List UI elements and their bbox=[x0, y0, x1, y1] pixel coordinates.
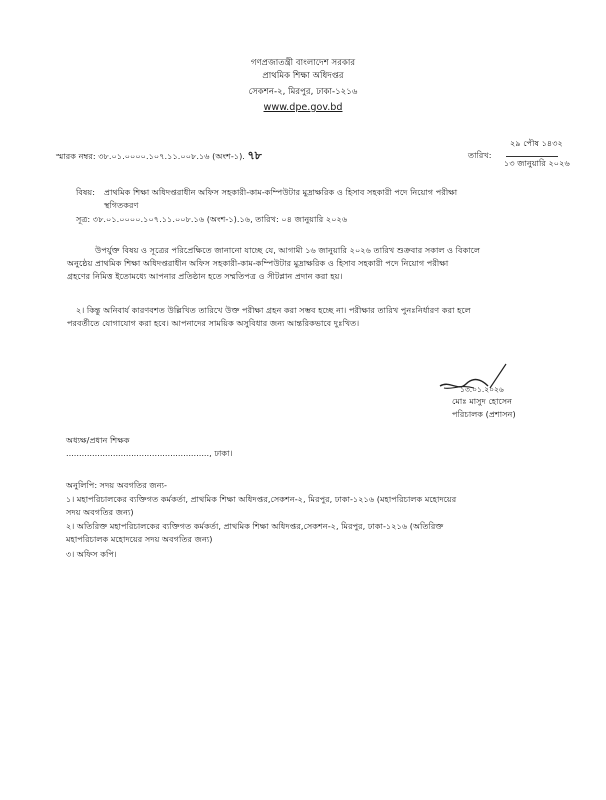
subject-label: বিষয়: bbox=[76, 187, 95, 197]
recipient-address: ......................................................., ঢাকা। bbox=[66, 448, 233, 458]
header-government: গণপ্রজাতন্ত্রী বাংলাদেশ সরকার bbox=[250, 58, 356, 68]
copies-item1-line2: সদয় অবগতির জন্য) bbox=[66, 507, 134, 517]
body-para2-line1: ২। কিন্তু অনিবার্য কারণবশত উল্লিখিত তারিখে উক্ত পরীক্ষা গ্রহন করা সম্ভব হচ্ছে না। পরীক্ষার তারিখ পুনঃনির্ধারণ করা হলে bbox=[76, 305, 471, 315]
copies-item2-line2: মহাপরিচালক মহোদয়ের সদয় অবগতির জন্য) bbox=[66, 534, 213, 544]
memo-label: স্মারক নম্বর: bbox=[56, 151, 96, 161]
body-para1-line3: গ্রহণের নিমিত্ত ইতোমধ্যে আপনার প্রতিষ্ঠান হতে সম্মতিপত্র ও সীটপ্লান প্রদান করা হয়। bbox=[67, 271, 343, 281]
header-address: সেকশন-২, মিরপুর, ঢাকা-১২১৬ bbox=[248, 87, 358, 97]
date-divider bbox=[506, 156, 558, 157]
signatory-name: মোঃ মাসুদ হোসেন bbox=[452, 396, 513, 406]
subject-line-2: স্থগিতকরণ bbox=[104, 200, 139, 210]
subject-reference: সূত্র: ৩৮.০১.০০০০.১০৭.১১.০০৮.১৬ (অংশ-১).১৬, তারিখ: ০৪ জানুয়ারি ২০২৬ bbox=[76, 214, 348, 224]
memo-number: ৩৮.০১.০০০০.১০৭.১১.০০৮.১৬ (অংশ-১). bbox=[98, 151, 245, 161]
copies-item2-line1: ২। অতিরিক্ত মহাপরিচালকের ব্যক্তিগত কর্মকর্তা, প্রাথমিক শিক্ষা অধিদপ্তর,সেকশন-২, মিরপুর, ঢাকা-১২১৬ (অতিরিক্ত bbox=[66, 521, 444, 531]
memo-line bbox=[56, 150, 262, 162]
copies-item3: ৩। অফিস কপি। bbox=[66, 549, 117, 559]
signature-handwritten-date: ১৩.০১.২০২৬ bbox=[460, 385, 504, 394]
header-website-link[interactable]: www.dpe.gov.bd bbox=[263, 102, 343, 113]
date-bangla: ২৯ পৌষ ১৪৩২ bbox=[510, 138, 563, 148]
copies-heading: অনুলিপি: সদয় অবগতির জন্য- bbox=[66, 480, 167, 490]
memo-handwritten-suffix: ৭৮ bbox=[247, 149, 262, 162]
body-para1-line2: অনুষ্ঠেয় প্রাথমিক শিক্ষা অধিদপ্তরাধীন অফিস সহকারী-কাম-কম্পিউটার মুদ্রাক্ষরিক ও হিসাব সহকারী পদে নিয়োগ পরীক্ষা bbox=[67, 258, 449, 268]
subject-line-1: প্রাথমিক শিক্ষা অধিদপ্তরাধীন অফিস সহকারী-কাম-কম্পিউটার মুদ্রাক্ষরিক ও হিসাব সহকারী পদে নিয়োগ পরীক্ষা bbox=[104, 187, 458, 197]
recipient-title: অধ্যক্ষ/প্রধান শিক্ষক bbox=[66, 435, 130, 445]
body-para1-line1: উপর্যুক্ত বিষয় ও সূত্রের পরিপ্রেক্ষিতে জানানো যাচ্ছে যে, আগামী ১৬ জানুয়ারি ২০২৬ তারিখ শুক্রবার সকাল ও বিকালে bbox=[95, 245, 481, 255]
header-department: প্রাথমিক শিক্ষা অধিদপ্তর bbox=[262, 71, 344, 81]
date-english: ১৩ জানুয়ারি ২০২৬ bbox=[504, 158, 570, 168]
signatory-title: পরিচালক (প্রশাসন) bbox=[452, 409, 516, 419]
date-label: তারিখ: bbox=[468, 150, 492, 160]
body-para2-line2: পরবর্তীতে যোগাযোগ করা হবে। আপনাদের সাময়িক অসুবিধার জন্য আন্তরিকভাবে দুঃখিত। bbox=[67, 318, 360, 328]
copies-item1-line1: ১। মহাপরিচালকের ব্যক্তিগত কর্মকর্তা, প্রাথমিক শিক্ষা অধিদপ্তর,সেকশন-২, মিরপুর, ঢাকা-১২১৬ (মহাপরিচালক মহোদয়ের bbox=[66, 494, 457, 504]
